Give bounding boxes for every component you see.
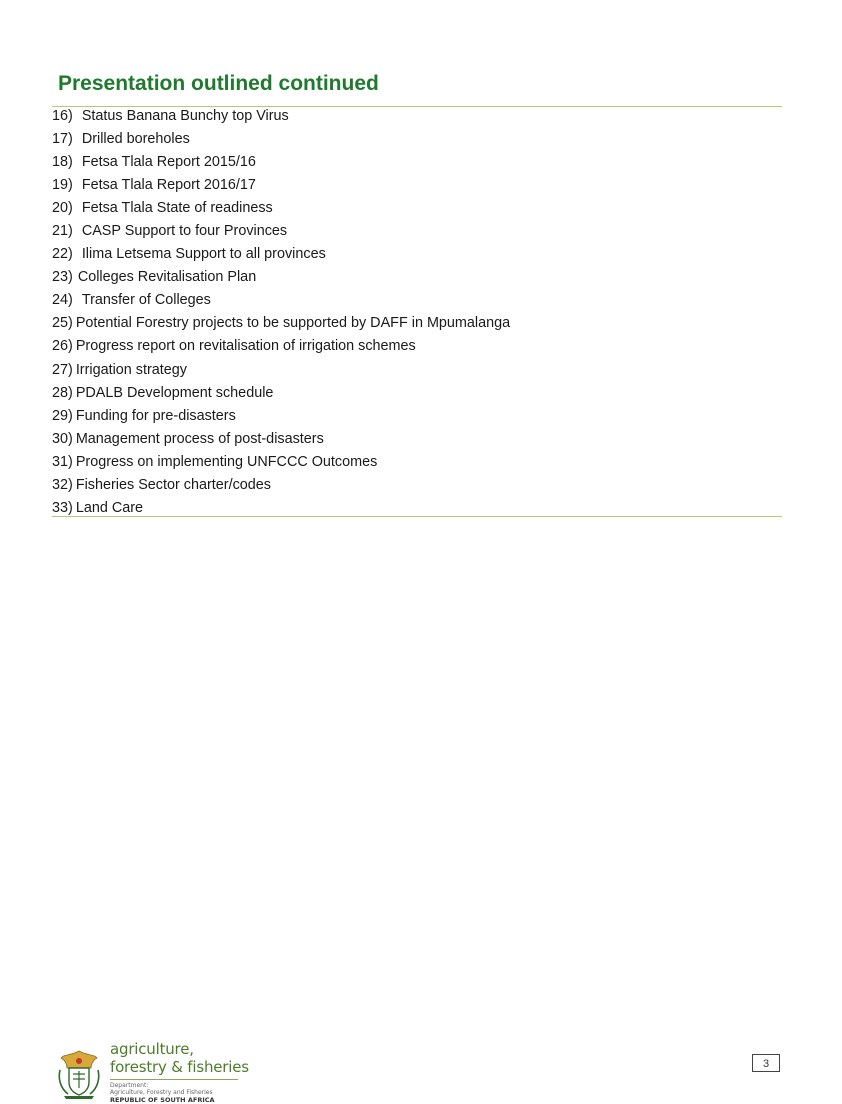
- list-item: [52, 289, 510, 312]
- list-item-number: 17): [52, 131, 73, 148]
- list-item-text: Progress on implementing UNFCCC Outcomes: [75, 453, 378, 470]
- footer-divider: [52, 516, 782, 517]
- list-item-text: Transfer of Colleges: [81, 292, 211, 309]
- footer: [0, 520, 842, 1104]
- list-item-number: 21): [52, 223, 73, 240]
- list-item-text: Fetsa Tlala Report 2015/16: [81, 154, 256, 171]
- list-item-text: Fetsa Tlala Report 2016/17: [81, 177, 256, 194]
- list-item-text: Funding for pre-disasters: [75, 407, 236, 424]
- list-item: [52, 359, 510, 382]
- list-item-number: 30): [52, 430, 73, 447]
- list-item-number: 25): [52, 315, 73, 332]
- dept-label: Department:: [110, 1082, 149, 1089]
- outline-list: [52, 105, 510, 520]
- list-item-number: 19): [52, 177, 73, 194]
- list-item: [52, 428, 510, 451]
- list-item-text: Ilima Letsema Support to all provinces: [81, 246, 326, 263]
- list-item-number: 23): [52, 269, 73, 286]
- list-item-number: 32): [52, 476, 73, 493]
- list-item: [52, 151, 510, 174]
- list-item-number: 28): [52, 384, 73, 401]
- list-item-text: Drilled boreholes: [81, 131, 190, 148]
- list-item-text: Fetsa Tlala State of readiness: [81, 200, 273, 217]
- list-item: [52, 197, 510, 220]
- page-number: 3: [752, 1054, 780, 1072]
- logo-line-agriculture: agriculture,: [110, 1040, 194, 1058]
- coat-of-arms-icon: [56, 1048, 102, 1100]
- list-item: [52, 405, 510, 428]
- list-item: [52, 266, 510, 289]
- list-item-text: Irrigation strategy: [75, 361, 187, 378]
- list-item-text: Status Banana Bunchy top Virus: [81, 108, 289, 124]
- list-item-text: Progress report on revitalisation of irrigation schemes: [75, 338, 416, 355]
- list-item-number: 26): [52, 338, 73, 355]
- list-item-text: Management process of post-disasters: [75, 430, 324, 447]
- list-item: [52, 312, 510, 335]
- list-item-number: 33): [52, 499, 73, 516]
- logo-divider: [110, 1079, 238, 1080]
- list-item-text: Colleges Revitalisation Plan: [77, 269, 257, 286]
- list-item: [52, 382, 510, 405]
- republic-label: REPUBLIC OF SOUTH AFRICA: [110, 1096, 215, 1104]
- list-item: [52, 451, 510, 474]
- list-item-number: 27): [52, 361, 73, 378]
- list-item-number: 20): [52, 200, 73, 217]
- list-item-number: 24): [52, 292, 73, 309]
- list-item: [52, 174, 510, 197]
- list-item: [52, 474, 510, 497]
- list-item-number: 16): [52, 108, 73, 124]
- list-item: [52, 243, 510, 266]
- list-item-text: Land Care: [75, 499, 144, 516]
- dept-name: Agriculture, Forestry and Fisheries: [110, 1089, 213, 1096]
- list-item: [52, 128, 510, 151]
- slide-title: Presentation outlined continued: [58, 72, 379, 95]
- department-logo: [110, 1040, 249, 1104]
- list-item-text: Fisheries Sector charter/codes: [75, 476, 271, 493]
- list-item-text: PDALB Development schedule: [75, 384, 274, 401]
- logo-line-forestry: forestry & fisheries: [110, 1058, 249, 1076]
- list-item-number: 18): [52, 154, 73, 171]
- list-item: [52, 335, 510, 358]
- list-item: [52, 220, 510, 243]
- list-item-text: CASP Support to four Provinces: [81, 223, 288, 240]
- list-item-number: 29): [52, 407, 73, 424]
- list-item: [52, 105, 510, 128]
- list-item-number: 22): [52, 246, 73, 263]
- list-item-number: 31): [52, 453, 73, 470]
- list-item-text: Potential Forestry projects to be supported by DAFF in Mpumalanga: [75, 315, 511, 332]
